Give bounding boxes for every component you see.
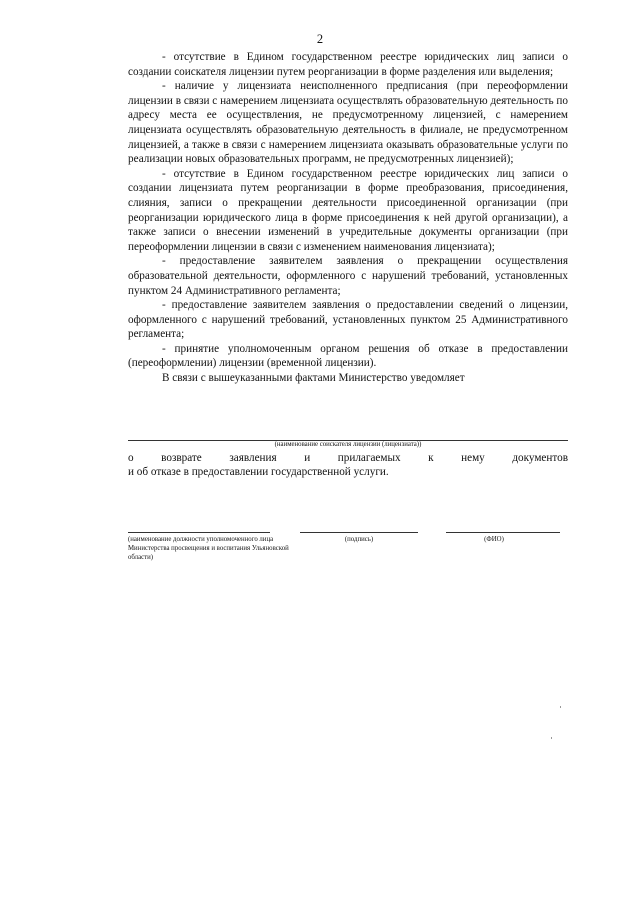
paragraph-reorganization-transformation: - отсутствие в Едином государственном реестре юридических лиц записи о создании лицензиата путем реорганизации в форме преобразования, присоединения, слияния, записи о прекращении деятельности присоединенной организации (при реорганизации юридического лица в форме присоединения к ней другой организации), а также записи о внесении изменений в учредительные документы организации (при переоформлении лицензии в связи с изменением наименования лицензиата); [128,167,568,253]
applicant-name-caption: (наименование соискателя лицензии (лицензиата)) [274,441,422,448]
paragraph-license-info-application: - предоставление заявителем заявления о предоставлении сведений о лицензии, оформленного с нарушений требований, установленных пунктом 25 Административного регламента; [128,299,568,341]
return-word: прилагаемых [337,452,401,464]
position-signature-line [128,532,270,533]
signature-caption: (подпись) [344,536,374,543]
return-word: возврате [161,452,202,464]
paragraph-reorganization-division: - отсутствие в Едином государственном реестре юридических лиц записи о создании соискателя лицензии путем реорганизации в форме разделения или выделения; [128,51,568,78]
return-word: к [428,452,434,464]
paragraph-notification-intro: В связи с вышеуказанными фактами Министерство уведомляет [162,372,465,385]
return-notice-tail: и об отказе в предоставлении государственной услуги. [128,466,389,478]
position-caption: (наименование должности уполномоченного лица Министерства просвещения и воспитания Ульяновской области) [128,536,289,561]
name-caption: (ФИО) [484,536,504,543]
return-word: заявления [229,452,277,464]
return-word: о [128,452,134,464]
paragraph-termination-application: - предоставление заявителем заявления о прекращении осуществления образовательной деятельности, оформленного с нарушений требований, установленных пунктом 24 Административного регламента; [128,255,568,297]
return-word: нему [461,452,485,464]
scan-speck [560,706,561,708]
return-word: документов [512,452,568,464]
return-notice-line [128,452,568,464]
paragraph-refusal-decision: - принятие уполномоченным органом решения об отказе в предоставлении (переоформлении) лицензии (временной лицензии). [128,342,568,370]
name-signature-line [446,532,560,533]
scan-speck [551,737,552,739]
document-body [128,50,568,386]
page-number: 2 [316,32,324,46]
return-word: и [304,452,311,464]
signature-line [300,532,418,533]
paragraph-unfulfilled-order: - наличие у лицензиата неисполненного предписания (при переоформлении лицензии в связи с намерением лицензиата осуществлять образовательную деятельность по адресу места ее осуществления, не предусмотренному лицензией, с намерением лицензиата осуществлять образовательную деятельность в филиале, не предусмотренном лицензией, а также в связи с намерением лицензиата оказывать образовательные услуги по реализации новых образовательных программ, не предусмотренных лицензией); [128,80,568,166]
